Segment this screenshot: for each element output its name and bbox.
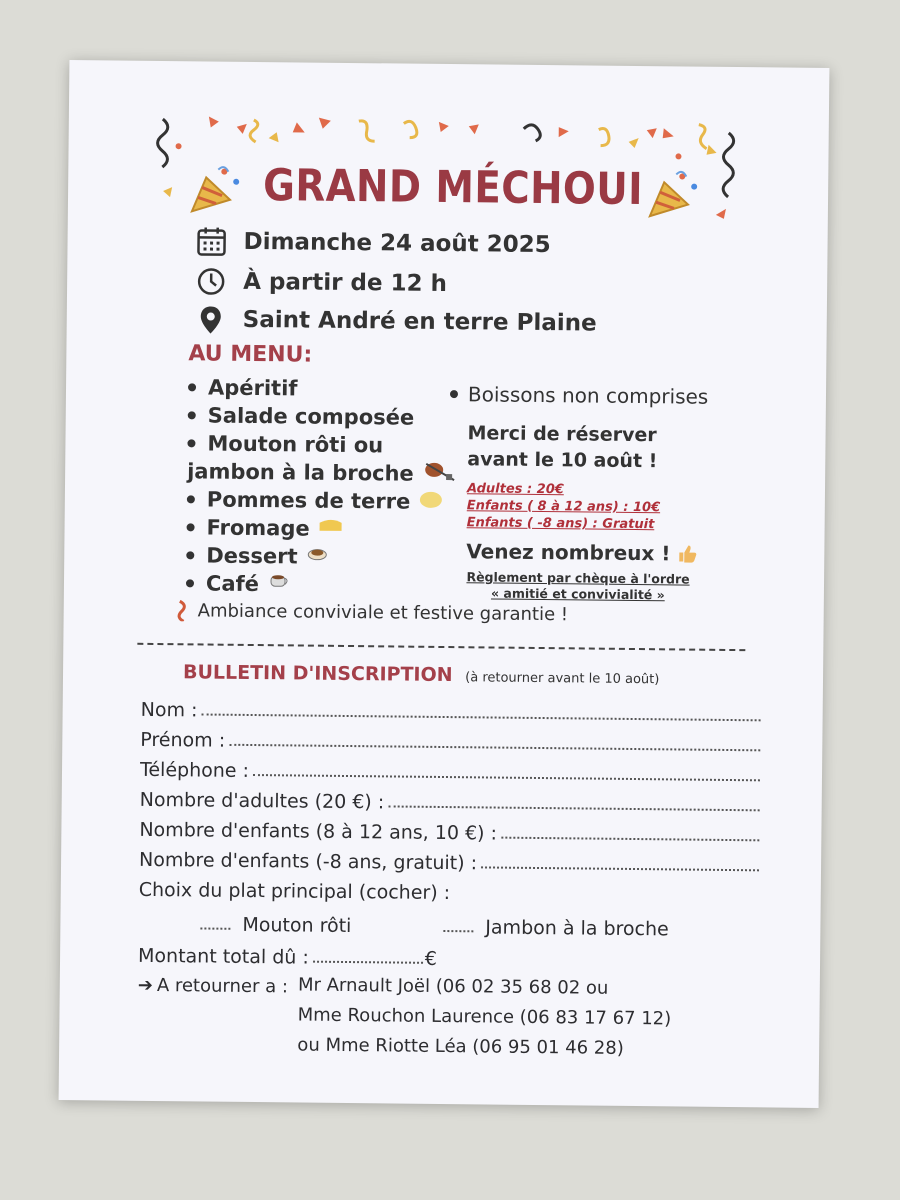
price-children: Enfants ( 8 à 12 ans) : 10€: [466, 498, 661, 516]
total-field[interactable]: Montant total dû : €: [137, 944, 438, 970]
bullet-icon: [187, 495, 195, 503]
menu-item: Mouton rôti ou: [187, 429, 456, 460]
cheese-icon: [318, 515, 344, 535]
location-pin-icon: [195, 303, 227, 335]
menu-item: Fromage: [186, 513, 455, 544]
flyer-sheet: [59, 60, 830, 1108]
time-line: [195, 265, 447, 300]
firstname-field[interactable]: Prénom :: [140, 721, 760, 757]
coffee-icon: [267, 570, 291, 590]
choice-checkbox[interactable]: [443, 930, 473, 932]
cut-line: [137, 643, 745, 651]
reservation-note: Merci de réserver avant le 10 août !: [467, 422, 658, 473]
menu-item: Apéritif: [188, 373, 457, 404]
bullet-icon: [188, 383, 196, 391]
event-title: GRAND MÉCHOUI: [262, 160, 644, 216]
registration-form: [137, 691, 761, 1065]
party-popper-icon: [646, 168, 703, 221]
event-place: Saint André en terre Plaine: [242, 306, 597, 337]
bullet-icon: [186, 551, 194, 559]
menu-heading: AU MENU:: [188, 341, 313, 368]
menu-item: jambon à la broche: [187, 457, 456, 488]
contact-line: ou Mme Riotte Léa (06 95 01 46 28): [297, 1034, 624, 1059]
menu-item: Pommes de terre: [187, 485, 456, 516]
menu-list: [186, 373, 457, 600]
calendar-icon: [195, 225, 227, 257]
small-children-count-field[interactable]: Nombre d'enfants (-8 ans, gratuit) :: [139, 841, 759, 877]
streamer-icon: [176, 599, 190, 621]
info-column: [448, 382, 750, 604]
title-row: [158, 159, 719, 225]
return-label: A retourner a :: [156, 975, 289, 998]
arrow-right-icon: ➔: [137, 974, 153, 996]
price-adults: Adultes : 20€: [466, 481, 564, 498]
event-time: À partir de 12 h: [243, 268, 448, 298]
price-small-children: Enfants ( -8 ans) : Gratuit: [466, 515, 655, 533]
payment-note: Règlement par chèque à l'ordre « amitié et convivialité »: [466, 569, 690, 603]
clock-icon: [195, 265, 227, 297]
menu-item: Café: [186, 569, 455, 600]
potato-icon: [418, 488, 444, 510]
ambiance-line: Ambiance conviviale et festive garantie !: [176, 599, 569, 625]
drinks-note: Boissons non comprises: [450, 382, 750, 409]
bullet-icon: [450, 390, 458, 398]
menu-item: Salade composée: [188, 401, 457, 432]
return-to: [137, 975, 758, 1065]
name-field[interactable]: Nom :: [141, 691, 761, 727]
pudding-icon: [306, 543, 330, 563]
place-line: [195, 303, 597, 339]
venez-nombreux: Venez nombreux !: [448, 539, 748, 566]
contact-list: [297, 970, 671, 1064]
event-date: Dimanche 24 août 2025: [243, 228, 551, 259]
form-note: (à retourner avant le 10 août): [465, 670, 660, 688]
contact-line: Mme Rouchon Laurence (06 83 17 67 12): [297, 1004, 672, 1030]
bullet-icon: [188, 411, 196, 419]
contact-line: Mr Arnault Joël (06 02 35 68 02 ou: [297, 974, 609, 999]
main-dish-choice-label: Choix du plat principal (cocher) :: [138, 878, 451, 905]
form-heading: BULLETIN D'INSCRIPTION (à retourner avant le 10 août): [182, 661, 660, 688]
menu-item: Dessert: [186, 541, 455, 572]
choice-mouton: Mouton rôti: [242, 913, 352, 938]
phone-field[interactable]: Téléphone :: [140, 751, 760, 787]
thumbs-up-icon: [676, 543, 698, 563]
bullet-icon: [187, 439, 195, 447]
date-line: [195, 225, 551, 261]
bullet-icon: [187, 523, 195, 531]
children-count-field[interactable]: Nombre d'enfants (8 à 12 ans, 10 €) :: [139, 811, 759, 847]
choice-jambon: Jambon à la broche: [485, 916, 669, 941]
price-list: [449, 480, 750, 534]
adults-count-field[interactable]: Nombre d'adultes (20 €) :: [140, 781, 760, 817]
bullet-icon: [186, 579, 194, 587]
party-popper-icon: [188, 163, 245, 216]
choice-checkbox[interactable]: [200, 927, 230, 929]
